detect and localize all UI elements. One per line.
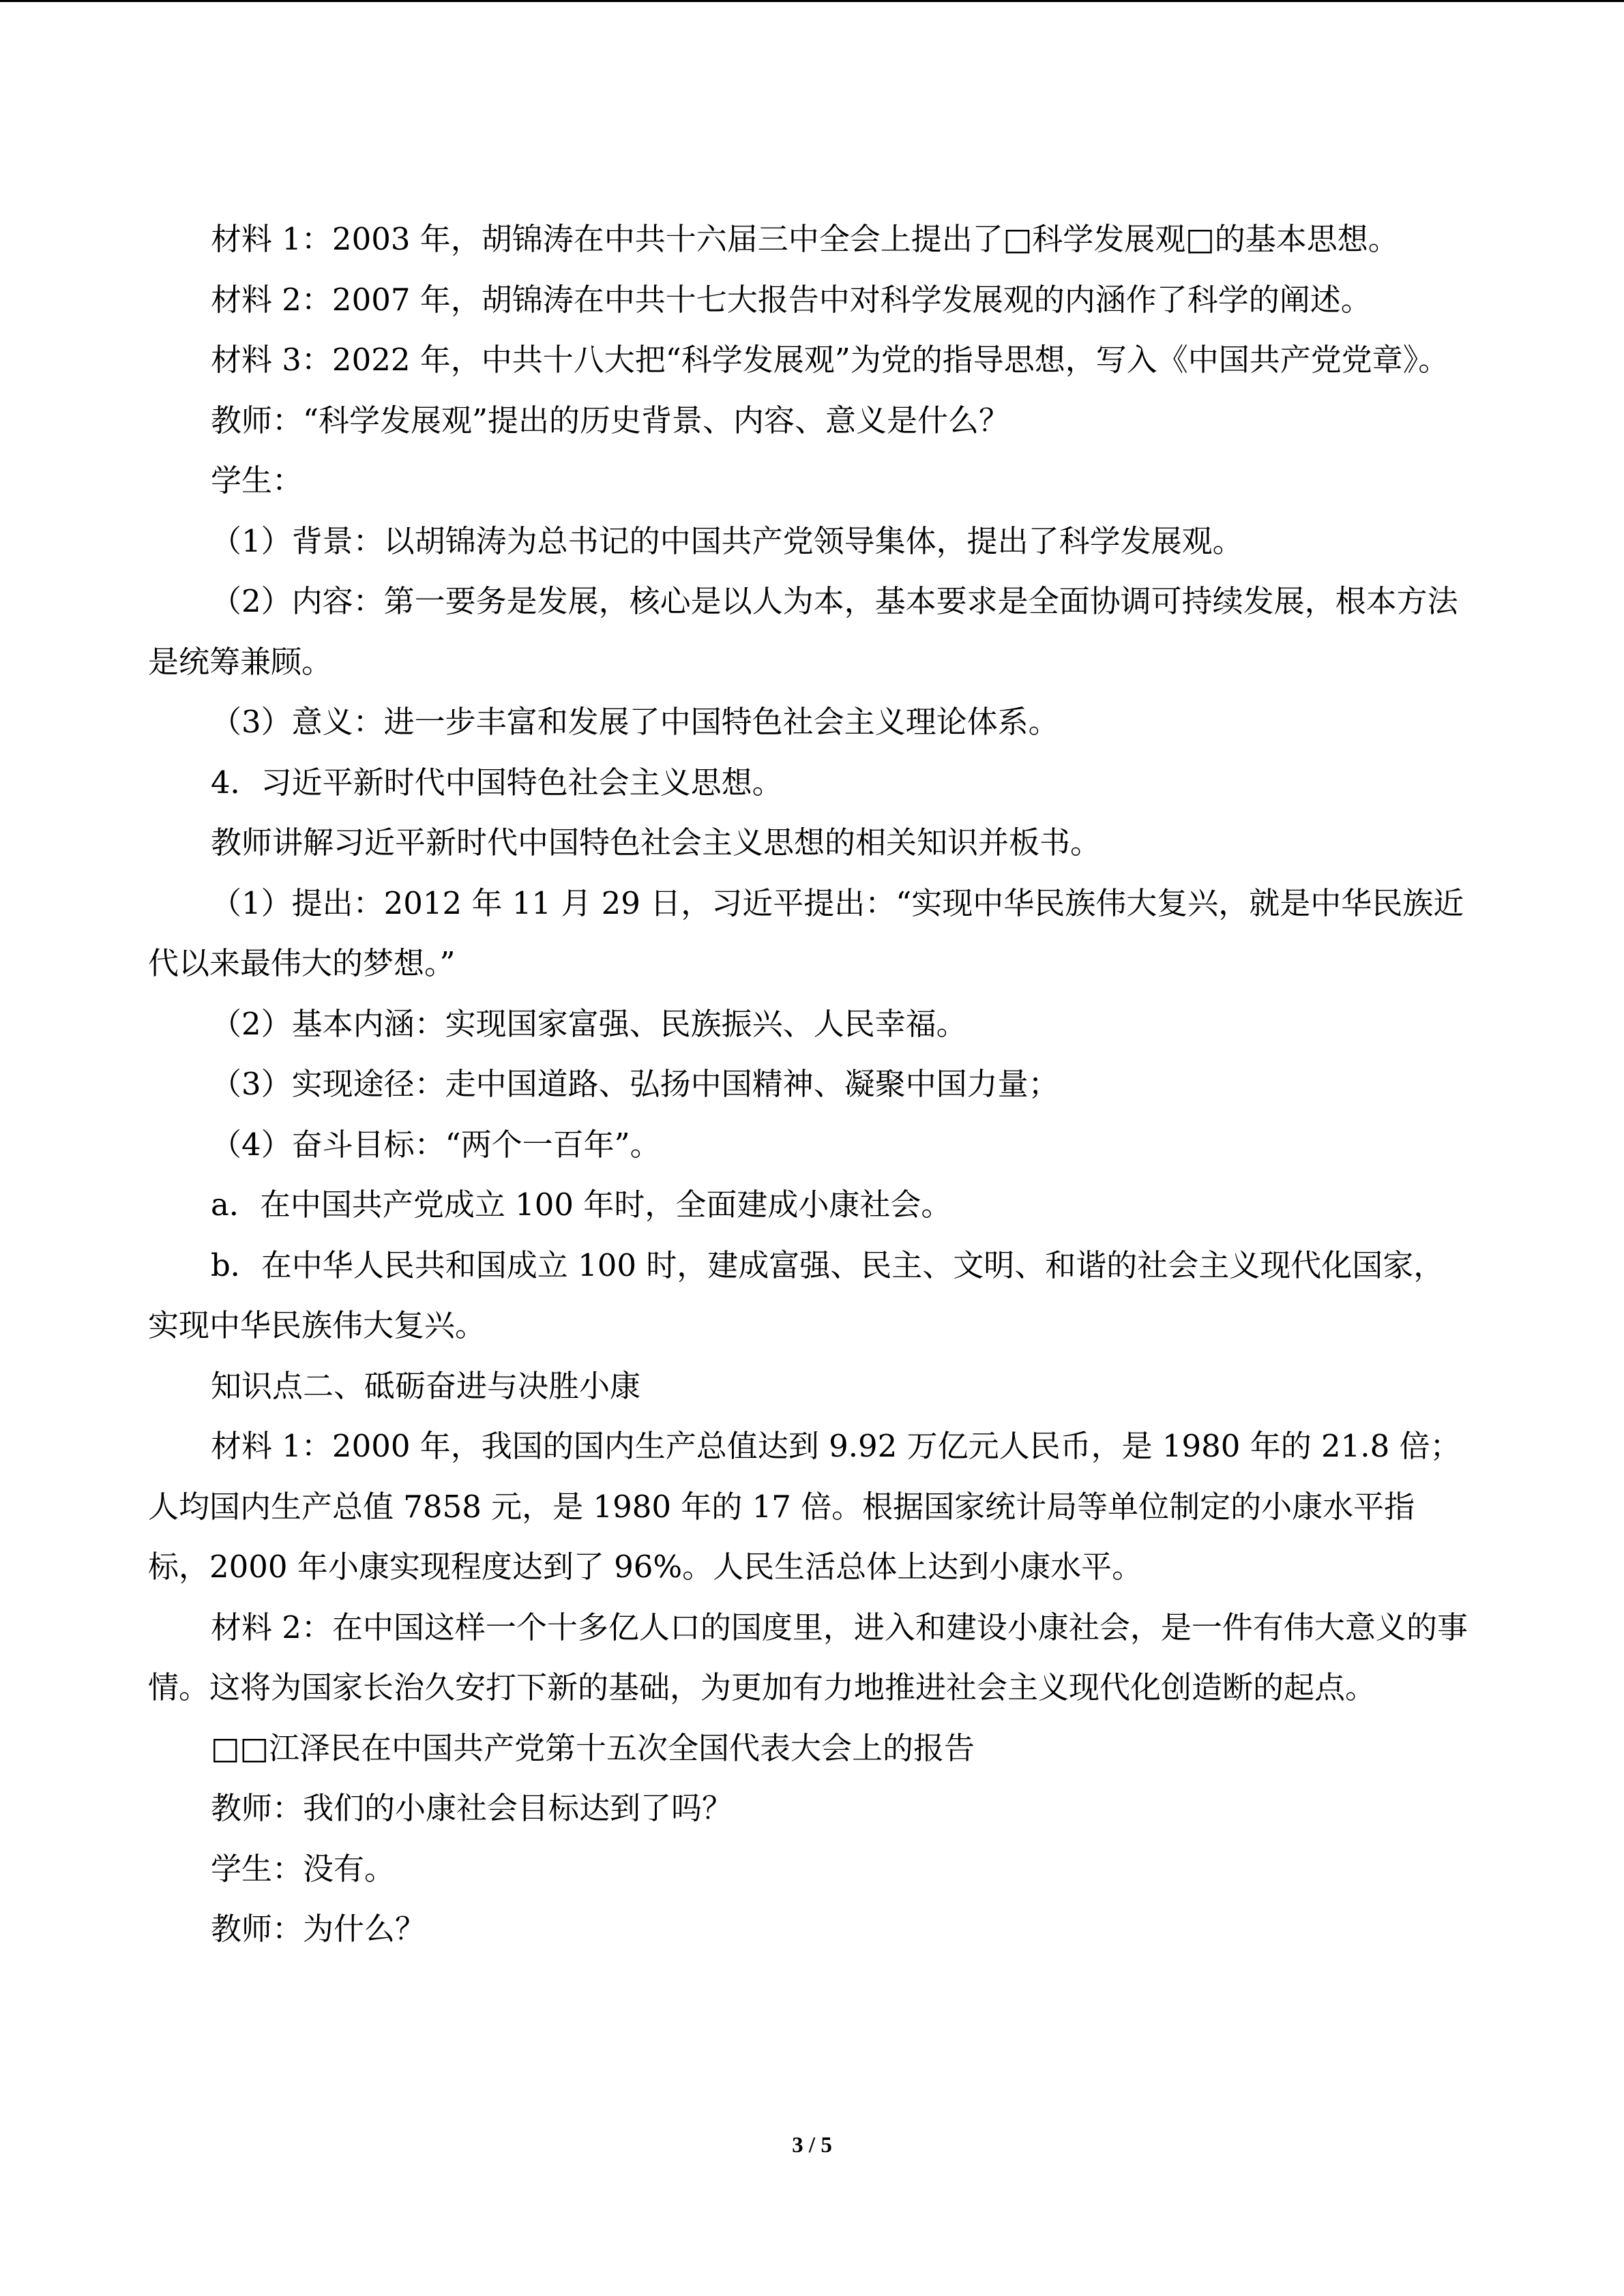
paragraph: 教师：我们的小康社会目标达到了吗？ [211, 1790, 733, 1826]
page-number: 3 / 5 [792, 2133, 832, 2158]
top-border-line [0, 0, 1624, 2]
paragraph: 教师讲解习近平新时代中国特色社会主义思想的相关知识并板书。 [211, 824, 1102, 861]
paragraph: 学生： [211, 462, 304, 498]
paragraph: （3）实现途径：走中国道路、弘扬中国精神、凝聚中国力量； [211, 1066, 1059, 1102]
paragraph: 材料 1：2003 年，胡锦涛在中共十六届三中全会上提出了□科学发展观□的基本思想。 [211, 221, 1399, 257]
paragraph: 学生：没有。 [211, 1850, 396, 1887]
document-body [148, 209, 1475, 1960]
paragraph: （4）奋斗目标：“两个一百年”。 [211, 1126, 661, 1163]
paragraph: 教师：为什么？ [211, 1911, 426, 1947]
paragraph: 教师：“科学发展观”提出的历史背景、内容、意义是什么？ [211, 402, 1010, 438]
paragraph: 4．习近平新时代中国特色社会主义思想。 [211, 764, 783, 801]
paragraph: （1）背景：以胡锦涛为总书记的中国共产党领导集体，提出了科学发展观。 [211, 522, 1243, 559]
paragraph: （1）提出：2012 年 11 月 29 日，习近平提出：“实现中华民族伟大复兴，就是中华民族近代以来最伟大的梦想。” [148, 884, 1464, 981]
paragraph: （2）基本内涵：实现国家富强、民族振兴、人民幸福。 [211, 1005, 967, 1042]
paragraph: b．在中华人民共和国成立 100 时，建成富强、民主、文明、和谐的社会主义现代化国家，实现中华民族伟大复兴。 [148, 1247, 1445, 1343]
paragraph: a．在中国共产党成立 100 年时，全面建成小康社会。 [211, 1187, 952, 1223]
paragraph: （3）意义：进一步丰富和发展了中国特色社会主义理论体系。 [211, 704, 1059, 740]
paragraph: 材料 2：2007 年，胡锦涛在中共十七大报告中对科学发展观的内涵作了科学的阐述。 [211, 281, 1372, 318]
paragraph: 材料 1：2000 年，我国的国内生产总值达到 9.92 万亿元人民币，是 1980 年的 21.8 倍；人均国内生产总值 7858 元，是 1980 年的 17 倍。根据国家统计局等单位制定的小康水平指标，2000 年小康实现程度达到了 96%。人民生活总体上达到小康水平。 [148, 1428, 1461, 1585]
section-heading: 知识点二、砥砺奋进与决胜小康 [211, 1367, 641, 1404]
citation: □□江泽民在中国共产党第十五次全国代表大会上的报告 [211, 1729, 975, 1766]
paragraph: 材料 3：2022 年，中共十八大把“科学发展观”为党的指导思想，写入《中国共产党党章》。 [211, 342, 1449, 378]
paragraph: （2）内容：第一要务是发展，核心是以人为本，基本要求是全面协调可持续发展，根本方法是统筹兼顾。 [148, 583, 1458, 680]
paragraph: 材料 2：在中国这样一个十多亿人口的国度里，进入和建设小康社会，是一件有伟大意义的事情。这将为国家长治久安打下新的基础，为更加有力地推进社会主义现代化创造断的起点。 [148, 1609, 1468, 1705]
